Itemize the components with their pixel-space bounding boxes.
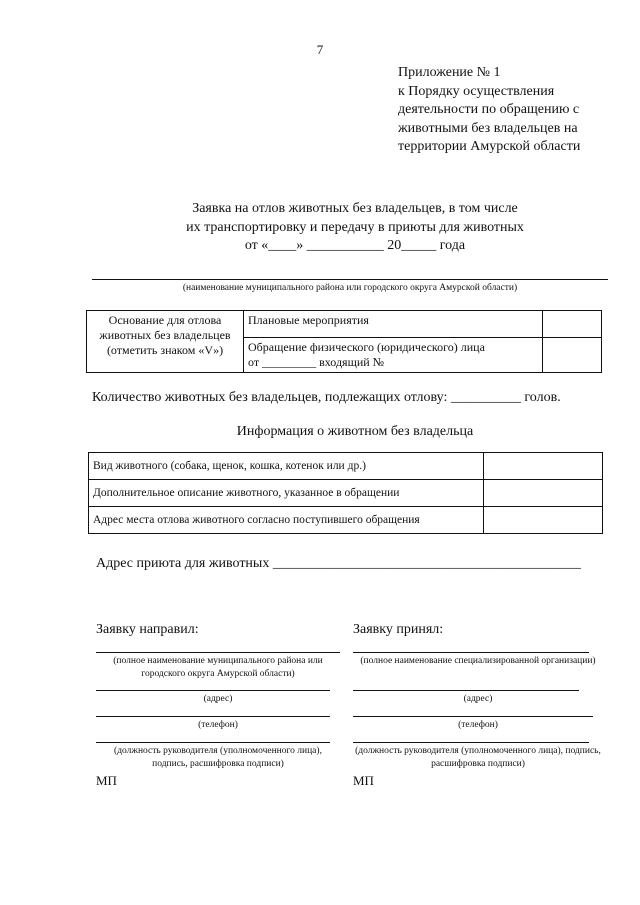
receiver-address-line[interactable] xyxy=(353,690,579,691)
page-number: 7 xyxy=(316,42,324,57)
quantity-unit: голов. xyxy=(524,390,561,405)
basis-checkbox-planned[interactable] xyxy=(543,311,602,338)
basis-checkbox-request[interactable] xyxy=(543,338,602,373)
animal-info-row-label: Дополнительное описание животного, указанное в обращении xyxy=(89,480,484,507)
sender-address-line[interactable] xyxy=(96,690,330,691)
sender-phone-caption: (телефон) xyxy=(198,720,238,730)
sender-seal: МП xyxy=(96,773,117,788)
sender-position-caption: (должность руководителя (уполномоченного лица), подпись, расшифровка подписи) xyxy=(114,746,322,769)
receiver-seal: МП xyxy=(353,773,374,788)
appendix-line: Приложение № 1 xyxy=(398,65,501,80)
animal-info-row-label: Вид животного (собака, щенок, кошка, котенок или др.) xyxy=(89,453,484,480)
quantity-line xyxy=(92,390,607,406)
title-line-1: Заявка на отлов животных без владельцев, в том числе xyxy=(192,201,518,216)
receiver-name-line[interactable] xyxy=(353,652,589,653)
appendix-line: территории Амурской области xyxy=(398,139,581,154)
shelter-address-blank[interactable]: ____________________________________________ xyxy=(272,556,581,571)
sender-heading: Заявку направил: xyxy=(96,622,199,637)
appendix-line: животными без владельцев на xyxy=(398,120,578,136)
receiver-phone-caption: (телефон) xyxy=(458,720,498,730)
quantity-blank[interactable]: __________ xyxy=(450,390,521,405)
basis-label: Основание для отлова животных без владельцев (отметить знаком «V») xyxy=(87,311,244,373)
basis-option-planned: Плановые мероприятия xyxy=(244,311,543,338)
appendix-line: к Порядку осуществления xyxy=(398,83,555,99)
receiver-name-caption: (полное наименование специализированной организации) xyxy=(360,656,596,666)
sender-position-line[interactable] xyxy=(96,742,330,743)
appendix-header xyxy=(398,64,580,157)
shelter-address-label: Адрес приюта для животных xyxy=(96,556,270,571)
basis-table xyxy=(86,310,602,373)
basis-option-request xyxy=(244,338,543,373)
receiver-heading: Заявку принял: xyxy=(353,622,444,637)
document-title xyxy=(110,200,600,256)
title-date-line: от «____» ___________ 20_____ года xyxy=(244,238,466,253)
animal-info-row-value[interactable] xyxy=(484,453,603,480)
animal-info-heading: Информация о животном без владельца xyxy=(236,424,474,439)
animal-info-row-value[interactable] xyxy=(484,480,603,507)
appendix-line: деятельности по обращению с xyxy=(398,102,580,117)
receiver-phone-line[interactable] xyxy=(353,716,593,717)
animal-info-row-label: Адрес места отлова животного согласно поступившего обращения xyxy=(89,507,484,534)
quantity-label: Количество животных без владельцев, подлежащих отлову: xyxy=(92,390,448,405)
basis-option-request-line1: Обращение физического (юридического) лица xyxy=(248,340,485,354)
municipality-line xyxy=(92,279,608,280)
receiver-address-caption: (адрес) xyxy=(463,694,493,704)
receiver-position-line[interactable] xyxy=(353,742,589,743)
title-line-2: их транспортировку и передачу в приюты для животных xyxy=(186,219,524,235)
municipality-caption: (наименование муниципального района или городского округа Амурской области) xyxy=(182,283,518,293)
basis-option-request-line2: от _________ входящий № xyxy=(248,355,385,369)
shelter-address-line xyxy=(96,556,581,572)
animal-info-table xyxy=(88,452,603,534)
sender-name-caption: (полное наименование муниципального района или городского округа Амурской области) xyxy=(113,656,323,679)
sender-phone-line[interactable] xyxy=(96,716,330,717)
sender-name-line[interactable] xyxy=(96,652,340,653)
animal-info-row-value[interactable] xyxy=(484,507,603,534)
sender-address-caption: (адрес) xyxy=(203,694,233,704)
receiver-position-caption: (должность руководителя (уполномоченного лица), подпись, расшифровка подписи) xyxy=(355,746,601,769)
